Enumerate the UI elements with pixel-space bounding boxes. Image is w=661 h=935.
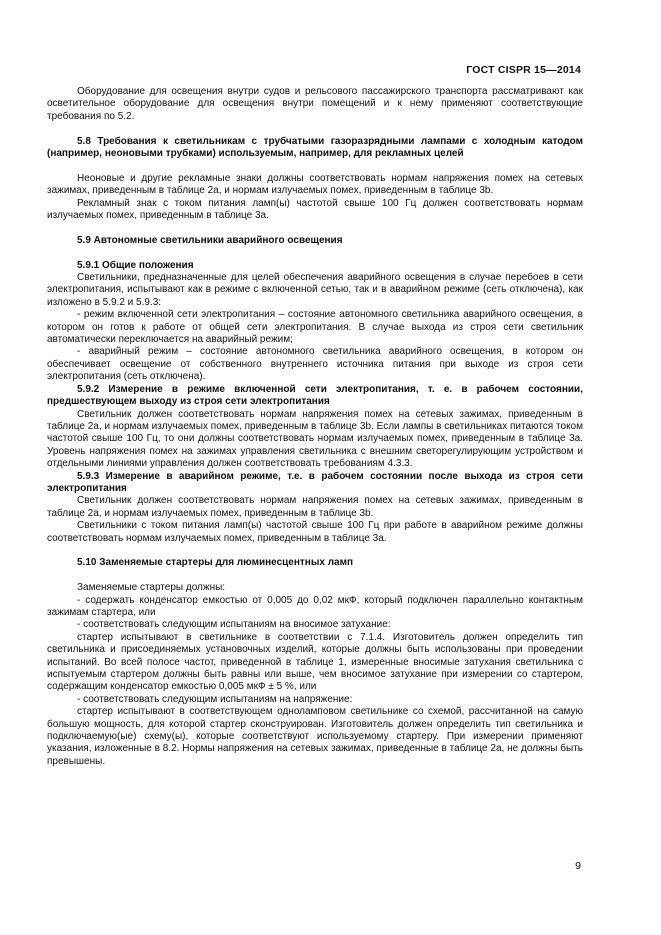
spacer xyxy=(47,570,583,582)
paragraph: Светильники с током питания ламп(ы) частотой свыше 100 Гц при работе в аварийном режиме должны соответствовать нормам излучаемых помех, приведенным в таблице 3а. xyxy=(47,520,583,544)
paragraph: - аварийный режим – состояние автономного светильника аварийного освещения, в котором он обеспечивает освещение от собственного внутреннего источника питания при выходе из строя сети электропитания (сеть отключена). xyxy=(47,346,583,383)
spacer xyxy=(47,222,583,234)
paragraph: - соответствовать следующим испытаниям на напряжение: xyxy=(77,693,353,705)
section-heading: 5.10 Заменяемые стартеры для люминесцентных ламп xyxy=(77,557,354,569)
section-heading: 5.9.2 Измерение в режиме включенной сети электропитания, т. е. в рабочем состоянии, предшествующем выходу из строя сети электропитания xyxy=(47,383,583,408)
paragraph: Светильник должен соответствовать нормам напряжения помех на сетевых зажимах, приведенным в таблице 2а, и нормам излучаемых помех, приведенным в таблице 3b. Если лампы в светильниках питаются током частотой свыше 100 Гц, то они должны соответствовать нормам излучаемых помех, приведенным в таблице 3а. Уровень напряжения помех на зажимах управления светильника с внешним светорегулирующим устройством и отдельными линиями управления должен соответствовать требованиям 4.3.3. xyxy=(47,408,583,470)
paragraph: - содержать конденсатор емкостью от 0,005 до 0,02 мкФ, который подключен параллельно контактным зажимам стартера, или xyxy=(47,594,583,618)
paragraph: стартер испытывают в светильнике в соответствии с 7.1.4. Изготовитель должен определить тип светильника и присоединяемых установочных изделий, которые должны быть использованы при проведении испытаний. Во всей полосе частот, приведенной в таблице 1, измеренные вносимые затухания светильника с испытуемым стартером должны быть равны или выше, чем вносимое затухание при измерении со стартером, содержащим конденсатор емкостью 0,005 мкФ ± 5 %, или xyxy=(47,631,583,693)
paragraph: Светильник должен соответствовать нормам напряжения помех на сетевых зажимах, приведенным в таблице 2а, и нормам излучаемых помех, приведенным в таблице 3b. xyxy=(47,495,583,519)
spacer xyxy=(47,545,583,557)
paragraph: Светильники, предназначенные для целей обеспечения аварийного освещения в случае перебоев в сети электропитания, испытывают как в режиме с включенной сетью, так и в аварийном режиме (сеть отключена), как изложено в 5.9.2 и 5.9.3: xyxy=(47,272,583,308)
paragraph: стартер испытывают в соответствующем одноламповом светильнике со схемой, рассчитанной на самую большую мощность, для которой стартер сконструирован. Изготовитель должен определить тип светильника и подключаемую(ые) схему(ы), которые соответствуют используемому стартеру. При измерении применяют указания, изложенные в 8.2. Нормы напряжения на сетевых зажимах, приведенные в таблице 2а, не должны быть превышены. xyxy=(47,706,583,767)
paragraph: Оборудование для освещения внутри судов и рельсового пассажирского транспорта рассматривают как осветительное оборудование для освещения внутри помещений и к нему применяют соответствующие требования по 5.2. xyxy=(47,86,583,122)
spacer xyxy=(47,160,583,172)
section-heading: 5.8 Требования к светильникам с трубчатыми газоразрядными лампами с холодным катодом (например, неоновыми трубками) используемым, например, для рекламных целей xyxy=(47,135,583,160)
page-number: 9 xyxy=(575,860,581,872)
paragraph: - соответствовать следующим испытаниям на вносимое затухание: xyxy=(77,619,391,631)
standard-header: ГОСТ CISPR 15—2014 xyxy=(466,64,581,76)
section-heading: 5.9.3 Измерение в аварийном режиме, т.е. в рабочем состоянии после выхода из строя сети электропитания xyxy=(47,470,583,494)
document-body xyxy=(47,86,583,768)
section-heading: 5.9 Автономные светильники аварийного освещения xyxy=(77,234,343,246)
spacer xyxy=(47,123,583,135)
paragraph: - режим включенной сети электропитания – состояние автономного светильника аварийного освещения, в котором он готов к работе от общей сети электропитания. В случае выхода из строя сети светильник автоматически переключается на аварийный режим; xyxy=(47,309,583,346)
paragraph: Рекламный знак с током питания ламп(ы) частотой свыше 100 Гц должен соответствовать нормам излучаемых помех, приведенным в таблице 3а. xyxy=(47,197,583,222)
section-heading: 5.9.1 Общие положения xyxy=(77,259,194,271)
spacer xyxy=(47,247,583,259)
paragraph: Неоновые и другие рекламные знаки должны соответствовать нормам напряжения помех на сетевых зажимах, приведенным в таблице 2а, и нормам излучаемых помех, приведенным в таблице 3b. xyxy=(47,172,583,197)
paragraph: Заменяемые стартеры должны: xyxy=(77,582,226,594)
